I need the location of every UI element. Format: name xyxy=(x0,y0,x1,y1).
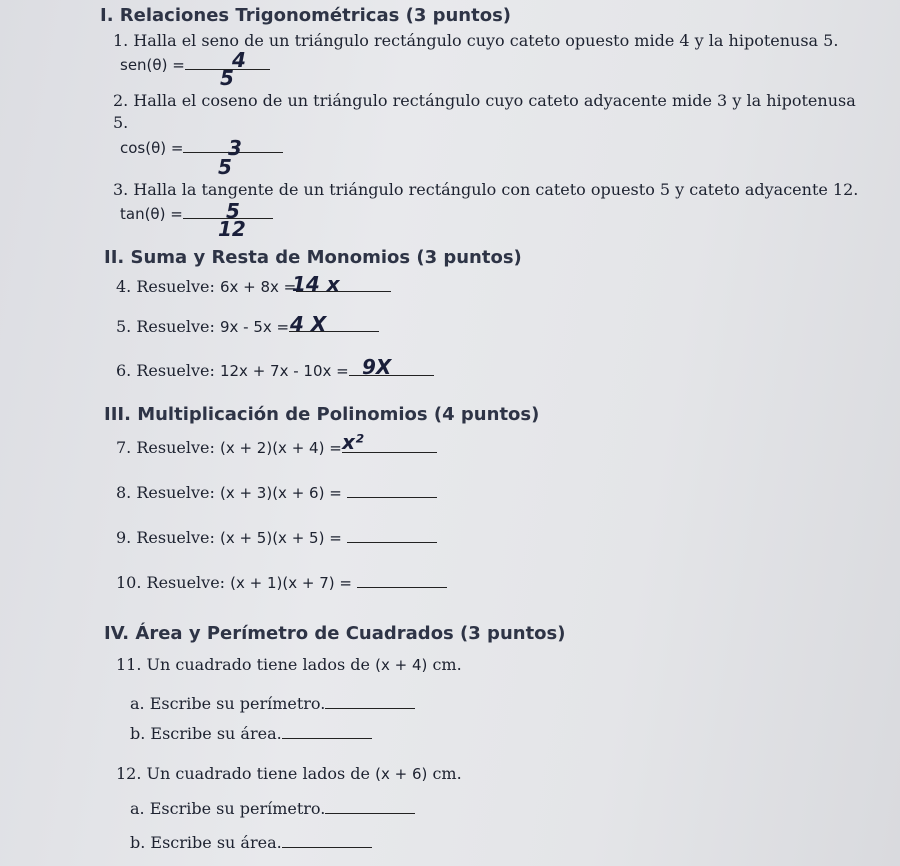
answer-blank[interactable] xyxy=(347,528,437,543)
question-8 xyxy=(116,483,437,502)
question-4 xyxy=(116,277,391,296)
handwritten-answer-2-num: 3 xyxy=(228,136,242,160)
handwritten-answer-6: 9X xyxy=(362,355,392,379)
text: a. Escribe su perímetro. xyxy=(130,694,326,713)
question-9 xyxy=(116,528,437,547)
section-1-heading: I. Relaciones Trigonométricas (3 puntos) xyxy=(100,5,512,26)
question-12b xyxy=(130,833,372,852)
label: 4. Resuelve: xyxy=(116,277,215,296)
label: 7. Resuelve: xyxy=(116,438,215,457)
handwritten-answer-4: 14 x xyxy=(292,272,340,296)
expr: tan(θ) = xyxy=(120,205,183,223)
handwritten-answer-3-den: 12 xyxy=(218,217,246,241)
section-3-heading: III. Multiplicación de Polinomios (4 puntos) xyxy=(104,404,540,425)
question-11b xyxy=(130,724,372,743)
question-10 xyxy=(116,573,447,592)
question-5 xyxy=(116,317,379,336)
answer-blank[interactable] xyxy=(325,799,415,814)
text: 11. Un cuadrado tiene lados de xyxy=(116,655,371,674)
question-11a xyxy=(130,694,415,713)
question-2-cont: 5. xyxy=(113,113,129,132)
text: b. Escribe su área. xyxy=(130,724,282,743)
handwritten-answer-3-num: 5 xyxy=(226,199,240,223)
expr: 6x + 8x = xyxy=(219,278,297,296)
expr: sen(θ) = xyxy=(120,56,185,74)
handwritten-answer-1-den: 5 xyxy=(220,66,234,90)
expr: (x + 5)(x + 5) = xyxy=(219,529,342,547)
handwritten-answer-2-den: 5 xyxy=(218,155,232,179)
handwritten-answer-7: x² xyxy=(342,430,364,454)
handwritten-answer-1-num: 4 xyxy=(232,48,246,72)
unit: cm. xyxy=(432,764,462,783)
section-4-heading: IV. Área y Perímetro de Cuadrados (3 puntos) xyxy=(104,623,566,644)
answer-blank[interactable] xyxy=(347,483,437,498)
answer-blank[interactable] xyxy=(282,724,372,739)
label: 10. Resuelve: xyxy=(116,573,226,592)
section-2-heading: II. Suma y Resta de Monomios (3 puntos) xyxy=(104,247,522,268)
label: 5. Resuelve: xyxy=(116,317,215,336)
text: 12. Un cuadrado tiene lados de xyxy=(116,764,371,783)
question-12a xyxy=(130,799,415,818)
expr: (x + 4) xyxy=(375,656,428,674)
expr: cos(θ) = xyxy=(120,139,184,157)
question-2-expression xyxy=(120,138,283,157)
answer-blank[interactable] xyxy=(357,573,447,588)
question-11 xyxy=(116,655,462,674)
expr: 12x + 7x - 10x = xyxy=(219,362,349,380)
question-1-expression xyxy=(120,55,270,74)
handwritten-answer-5: 4 X xyxy=(290,312,327,336)
expr: 9x - 5x = xyxy=(219,318,290,336)
question-3-expression xyxy=(120,204,273,223)
question-1: 1. Halla el seno de un triángulo rectángulo cuyo cateto opuesto mide 4 y la hipotenusa 5. xyxy=(113,31,839,50)
question-12 xyxy=(116,764,462,783)
expr: (x + 2)(x + 4) = xyxy=(219,439,342,457)
question-7 xyxy=(116,438,437,457)
label: 9. Resuelve: xyxy=(116,528,215,547)
expr: (x + 6) xyxy=(375,765,428,783)
text: b. Escribe su área. xyxy=(130,833,282,852)
answer-blank[interactable] xyxy=(325,694,415,709)
text: a. Escribe su perímetro. xyxy=(130,799,326,818)
question-3: 3. Halla la tangente de un triángulo rectángulo con cateto opuesto 5 y cateto adyacente 12. xyxy=(113,180,859,199)
label: 6. Resuelve: xyxy=(116,361,215,380)
answer-blank[interactable] xyxy=(282,833,372,848)
label: 8. Resuelve: xyxy=(116,483,215,502)
unit: cm. xyxy=(432,655,462,674)
question-2: 2. Halla el coseno de un triángulo rectángulo cuyo cateto adyacente mide 3 y la hipotenusa xyxy=(113,91,856,110)
expr: (x + 1)(x + 7) = xyxy=(230,574,352,592)
expr: (x + 3)(x + 6) = xyxy=(219,484,342,502)
